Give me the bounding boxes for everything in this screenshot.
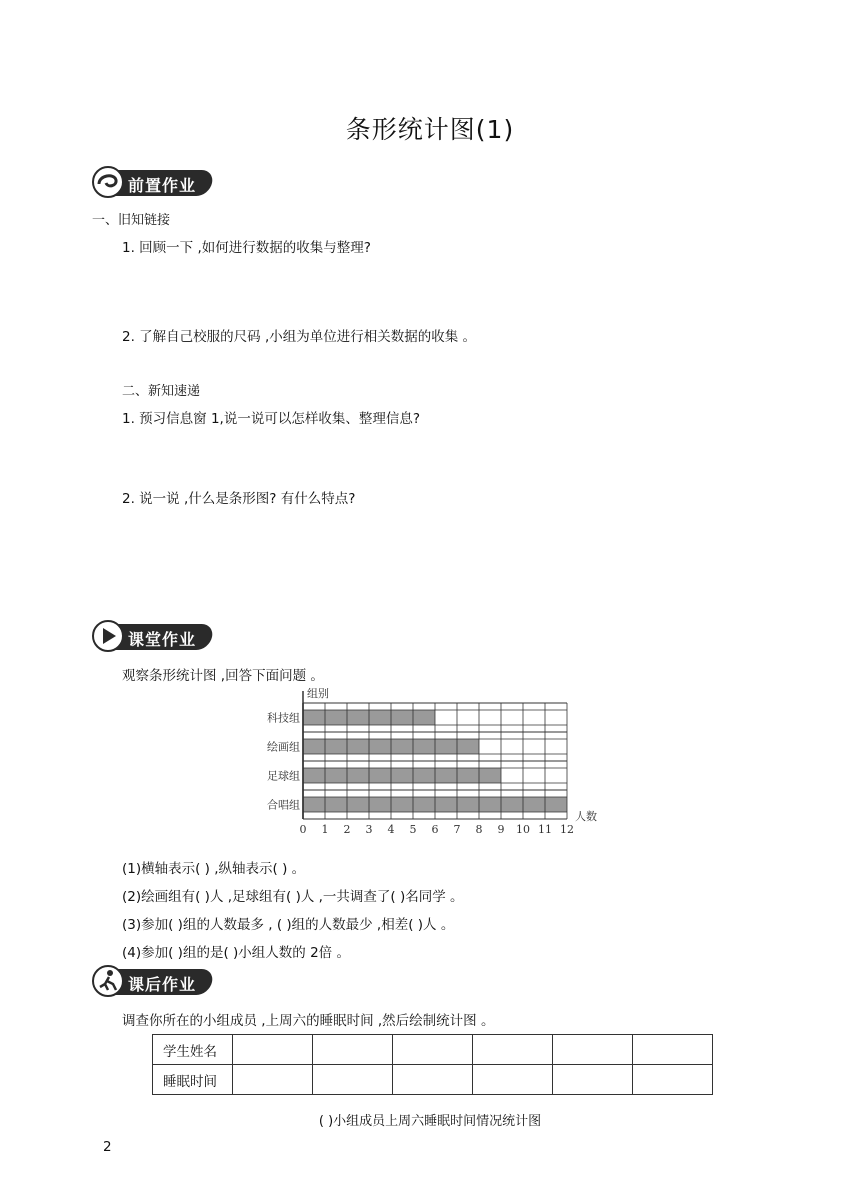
class-work-banner [92, 620, 212, 654]
x-tick-label: 12 [560, 823, 574, 836]
x-tick-label: 2 [343, 823, 351, 836]
pre-work-label: 前置作业 [128, 176, 197, 195]
after-work-label: 课后作业 [128, 975, 197, 994]
runner-icon [92, 965, 124, 997]
swirl-icon [92, 166, 124, 198]
play-icon [92, 620, 124, 652]
table-cell[interactable] [633, 1065, 713, 1095]
survey-instruction: 调查你所在的小组成员 ,上周六的睡眠时间 ,然后绘制统计图 。 [122, 1013, 495, 1029]
table-cell[interactable] [633, 1035, 713, 1065]
x-tick-label: 7 [453, 823, 461, 836]
category-label: 合唱组 [267, 798, 300, 812]
x-tick-label: 4 [387, 823, 395, 836]
row-header-name: 学生姓名 [153, 1035, 233, 1065]
category-label: 足球组 [267, 769, 300, 783]
table-cell[interactable] [313, 1065, 393, 1095]
chart-instruction: 观察条形统计图 ,回答下面问题 。 [122, 668, 324, 684]
chart-caption: ( )小组成员上周六睡眠时间情况统计图 [318, 1114, 542, 1129]
class-work-label: 课堂作业 [128, 630, 197, 649]
after-work-banner [92, 965, 212, 999]
question-review-1: 1. 回顾一下 ,如何进行数据的收集与整理? [122, 240, 371, 256]
x-tick-label: 8 [475, 823, 483, 836]
page-number: 2 [103, 1139, 112, 1155]
table-cell[interactable] [473, 1065, 553, 1095]
x-tick-label: 10 [516, 823, 530, 836]
x-tick-label: 0 [299, 823, 307, 836]
x-tick-label: 3 [365, 823, 373, 836]
table-cell[interactable] [473, 1035, 553, 1065]
bar-chart [250, 684, 610, 854]
table-cell[interactable] [313, 1035, 393, 1065]
page-title: 条形统计图(1) [345, 115, 515, 144]
category-label: 科技组 [267, 711, 300, 725]
table-row [153, 1065, 713, 1095]
question-class-4: (4)参加( )组的是( )小组人数的 2倍 。 [122, 945, 350, 961]
table-row [153, 1035, 713, 1065]
y-axis-title: 组别 [307, 687, 329, 700]
pre-work-banner [92, 166, 212, 200]
section-heading-review: 一、旧知链接 [92, 213, 171, 228]
table-cell[interactable] [553, 1035, 633, 1065]
question-new-2: 2. 说一说 ,什么是条形图? 有什么特点? [122, 491, 356, 507]
table-cell[interactable] [233, 1035, 313, 1065]
category-label: 绘画组 [267, 740, 300, 754]
question-class-3: (3)参加( )组的人数最多 , ( )组的人数最少 ,相差( )人 。 [122, 917, 455, 933]
table-cell[interactable] [393, 1065, 473, 1095]
x-tick-label: 9 [497, 823, 505, 836]
x-tick-label: 5 [409, 823, 417, 836]
sleep-survey-table [152, 1034, 713, 1095]
question-class-2: (2)绘画组有( )人 ,足球组有( )人 ,一共调查了( )名同学 。 [122, 889, 464, 905]
question-new-1: 1. 预习信息窗 1,说一说可以怎样收集、整理信息? [122, 411, 421, 427]
table-cell[interactable] [393, 1035, 473, 1065]
x-tick-label: 11 [538, 823, 552, 836]
x-tick-label: 1 [321, 823, 329, 836]
x-tick-label: 6 [431, 823, 439, 836]
question-review-2: 2. 了解自己校服的尺码 ,小组为单位进行相关数据的收集 。 [122, 329, 477, 345]
table-cell[interactable] [553, 1065, 633, 1095]
x-axis-title: 人数 [575, 810, 597, 823]
question-class-1: (1)横轴表示( ) ,纵轴表示( ) 。 [122, 861, 306, 877]
bar-3 [303, 768, 501, 783]
row-header-sleep: 睡眠时间 [153, 1065, 233, 1095]
section-heading-new: 二、新知速递 [122, 384, 201, 399]
table-cell[interactable] [233, 1065, 313, 1095]
